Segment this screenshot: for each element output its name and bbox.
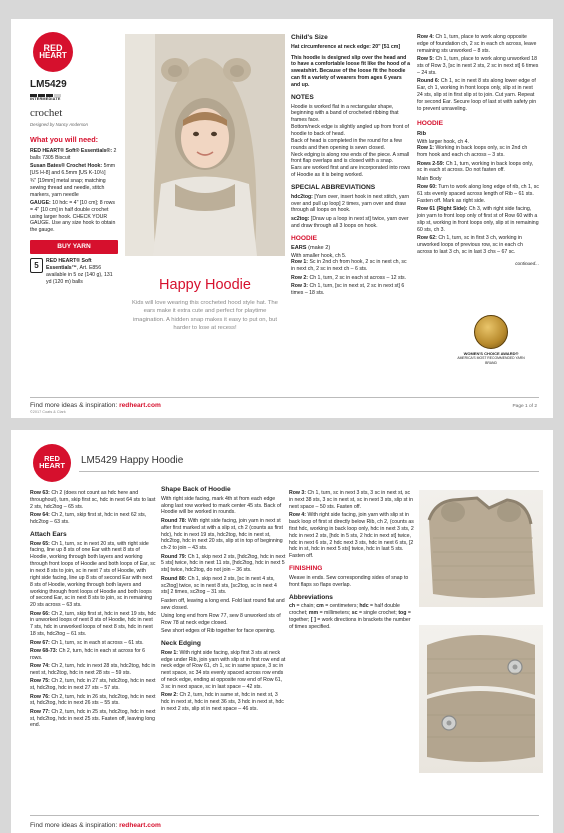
abbreviation-item-label: sc2tog: <box>291 215 310 222</box>
award-text: AMERICA'S MOST RECOMMENDED YARN BRAND <box>457 356 525 365</box>
instruction-row-text: Ch 1, turn, place to work along unworked 18 sts of Row 3, [sc in next 2 sts, 2 sc in next st] 6 times – 24 sts. <box>417 56 539 76</box>
instruction-row-text: With right side facing, skip first 3 sts at neck edge under Rib, join yarn with slip st in first row end at neck edge of Row 61, ch 1, sc in same space, 3 sc in next space, sc 34 sts evenly spaced across row ends of neck edge, ending at opposite row end of Row 61, 3 sc in next space, sc in last space – 42 sts. <box>161 649 286 691</box>
instruction-row-label: Row 4: <box>289 512 307 519</box>
instruction-row-label: Row 76: <box>30 693 50 700</box>
instruction-row-label: Row 61 (Right Side): <box>417 206 468 213</box>
instruction-row <box>291 283 411 297</box>
abbreviation-item-text: = single crochet; <box>357 610 399 617</box>
abbreviation-item-label: sc <box>351 610 358 617</box>
instruction-row-label: Round 6: <box>417 78 440 85</box>
abbreviation-item-label: ch <box>289 603 296 610</box>
abbreviation-item-label: mm <box>308 610 319 617</box>
instruction-row-text: Ch 2, turn, skip first st, hdc in next 62 sts, hdc2tog – 63 sts. <box>30 512 147 525</box>
logo-line-1: RED <box>43 43 63 54</box>
abbreviation-item-text: = work directions in brackets the number of times specified. <box>289 616 411 630</box>
instruction-row-text: Using long end from Row 77, sew 8 unworked sts of Row 78 at neck edge closed. <box>161 612 281 626</box>
abbreviation-item-text: [Yarn over, insert hook in next stitch, yarn over and pull up loop] 2 times, yarn over and draw through all loops on hook. <box>291 193 410 214</box>
red-heart-logo[interactable] <box>33 32 73 72</box>
hoodie-snap-closure-photo <box>419 625 543 773</box>
hoodie-flat-illustration <box>419 490 543 607</box>
notes-list <box>291 104 411 179</box>
finishing-text: Weave in ends. Sew corresponding sides of snap to front flaps so flaps overlap. <box>289 574 409 588</box>
abbreviation-item <box>309 610 352 616</box>
instruction-row-label: Row 74: <box>30 663 50 670</box>
instruction-row-label: Row 63: <box>30 490 50 496</box>
instruction-row <box>291 275 411 282</box>
instruction-row <box>30 709 156 730</box>
instruction-row-label: Row 65: <box>30 540 50 547</box>
abbreviation-item-label: cm <box>316 603 324 610</box>
instruction-row-label: Row 1: <box>161 649 179 656</box>
ears-rows <box>291 259 411 296</box>
abbreviations-heading-2: Abbreviations <box>289 593 333 601</box>
footer-divider <box>30 397 539 398</box>
instruction-row <box>417 56 539 77</box>
abbreviation-item-text: [Draw up a loop in next st] twice, yarn over and draw through all 3 loops on hook. <box>291 215 409 229</box>
instruction-row-label: Row 4: <box>417 34 435 40</box>
material-item-label: Susan Bates® Crochet Hook: <box>30 163 103 170</box>
instructions-column-3 <box>30 490 156 731</box>
instruction-row-text: Ch 1, turn, [sc in next st, 2 sc in next st] 6 times – 18 sts. <box>291 283 405 296</box>
redheart-link[interactable]: redheart.com <box>119 402 161 409</box>
instruction-row-text: Ch 1, turn, place to work along opposite edge of foundation ch, 2 sc in each ch across, leave remaining sts unworked – 8 sts. <box>417 34 537 54</box>
abbreviations-heading: SPECIAL ABBREVIATIONS <box>291 184 376 192</box>
instruction-row <box>289 490 415 511</box>
size-heading: Child's Size <box>291 34 328 41</box>
instruction-row-text: Sc in 2nd ch from hook, 2 sc in next ch, sc in next ch, 2 sc in next ch – 6 sts. <box>291 259 407 273</box>
hoodie-heading-2: HOODIE <box>417 120 444 128</box>
instruction-row-text: Ch 1, turn, sc in next 3 sts, 3 sc in next st, sc in next 38 sts, 3 sc in next st, sc in next 3 sts, slip st in next space – 50 sts. Fasten off. <box>289 490 413 510</box>
craft-label: crochet <box>30 106 63 119</box>
instruction-row-label: Rows 2-59: <box>417 160 445 167</box>
note-item: Ears are worked first and are incorporated into rows of Hoodie as it is being worked. <box>291 165 411 179</box>
instruction-row-label: Row 1: <box>417 145 435 152</box>
material-item-label: GAUGE: <box>30 200 51 207</box>
instruction-row <box>417 34 539 55</box>
instruction-row-text: Ch 1, turn, sc in each st across – 61 sts. <box>49 639 144 646</box>
footer-text: Find more ideas & inspiration: <box>30 402 120 409</box>
instruction-row-text: Ch 2, turn, hdc in 26 sts, hdc2tog, hdc in next st, hdc2tog, hdc in next 26 sts – 55 sts. <box>30 693 156 707</box>
logo-line-2: HEART <box>39 461 65 470</box>
snap-closure-illustration <box>419 625 543 773</box>
footer-text: Find more ideas & inspiration: <box>30 822 120 829</box>
rib-rows <box>417 145 539 255</box>
footer <box>30 822 161 829</box>
designer-credit: Designed by Nancy Anderson <box>30 122 88 128</box>
instruction-row <box>417 176 539 183</box>
instruction-row-text: Ch 1, turn, 2 sc in each st across – 12 sts. <box>308 274 407 281</box>
instruction-row-text: With right side facing, join yarn in next st after first marked st with a slip st, ch 2 (counts as first hdc), hdc in next 19 sts, hdc2tog, hdc in next st, hdc2tog, hdc in next 20 sts, slip st in top of beginning ch-2 to join – 43 sts. <box>161 517 283 552</box>
notes-heading: NOTES <box>291 93 314 101</box>
footer-divider <box>30 815 539 816</box>
instruction-row-label: Round 80: <box>161 575 187 582</box>
materials-list <box>30 148 118 234</box>
material-item-text: 2 balls 7305 Biscuit <box>30 148 117 162</box>
ears-count: (make 2) <box>308 245 331 252</box>
abbreviation-item-text: = centimeters; <box>323 603 360 610</box>
instruction-row-text: Ch 2, turn, hdc in 27 sts, hdc2tog, hdc in next st, hdc2tog, hdc in next 27 sts – 57 sts. <box>30 678 156 692</box>
instruction-row-text: With right side facing, join yarn with slip st in back loop of first st directly below Rib, ch 2, (counts as first hdc, working in back loop only, hdc in next 3 sts, 2 hdc in next 2 sts, [hdc in 5 sts, 2 hdc in next st] twice, hdc in next 6 sts, 2 hdc next 3 sts, hdc in next 6 sts, [2 hdc in st, hdc in next 5 sts] twice, hdc in last 5 sts. Fasten off. <box>289 512 414 560</box>
ears-intro: With smaller hook, ch 5. <box>291 252 347 259</box>
note-item: Neck edging is along row ends of the piece. A small front flap overlaps and is closed with a snap. <box>291 151 410 165</box>
instruction-row-label: Row 2: <box>161 692 179 699</box>
instruction-row <box>417 206 539 233</box>
rows-63-64 <box>30 490 156 526</box>
instruction-row-label: Row 2: <box>291 274 309 281</box>
material-item <box>30 178 118 198</box>
abbreviation-item <box>316 603 359 609</box>
abbreviation-item-text: = millimeters; <box>318 610 352 617</box>
material-item-text: ¾" [19mm] metal snap; matching sewing thread and needle, stitch markers, yarn needle <box>30 178 106 198</box>
note-item: Bottom/neck edge is slightly angled up from front of hoodie to back of head. <box>291 124 409 137</box>
neck-edging-rows <box>161 650 286 713</box>
instruction-row <box>161 576 286 597</box>
materials-column <box>30 74 118 285</box>
instruction-row-label: Round 78: <box>161 517 187 524</box>
instruction-row-text: Ch 3, with right side facing, join yarn to front loop only of first st of Row 60 with a slip st, working in front loops only, slip st in remaining 60 sts, ch 3. <box>417 206 539 233</box>
page-number: Page 1 of 2 <box>512 404 537 409</box>
abbreviation-item-label: tog <box>398 610 407 617</box>
instruction-row-text: Ch 2 (does not count as hdc here and throughout), turn, skip first sc, hdc in next 64 sts to last 2 sts, hdc2tog – 65 sts. <box>30 490 156 510</box>
yarn-weight-icon: 5 <box>30 258 43 273</box>
abbreviation-item <box>291 194 411 215</box>
abbreviation-item <box>291 216 411 230</box>
instruction-row-text: Fasten off, leaving a long end. Fold last round flat and sew closed. <box>161 597 285 611</box>
shape-back-heading: Shape Back of Hoodie <box>161 486 231 493</box>
instruction-row-text: Ch 1, sc in next 8 sts along lower edge of Ear, ch 1, working in front loops only, slip st in next 24 sts, slip st in first slip st to join. Cut yarn. Repeat for second Ear. Secure loop of last st with safety pin to prevent unraveling. <box>417 78 537 112</box>
instruction-row-label: Row 1: <box>291 259 309 266</box>
instruction-row <box>30 490 156 511</box>
ears-title: EARS <box>291 245 307 252</box>
yarn-info <box>30 258 118 285</box>
logo-line-1: RED <box>44 454 60 464</box>
hoodie-heading: HOODIE <box>291 234 318 242</box>
abbreviations-list <box>289 603 415 630</box>
instruction-row-label: Row 3: <box>291 283 309 290</box>
pattern-title: Happy Hoodie <box>159 277 251 293</box>
pattern-number: LM5429 <box>30 79 67 90</box>
abbreviation-item-text: = together; <box>289 610 411 623</box>
logo-line-2: HEART <box>39 51 67 61</box>
size-text <box>291 44 411 51</box>
instruction-row-label: Row 66: <box>30 610 50 617</box>
instruction-row <box>161 628 286 635</box>
award-medal-icon <box>474 315 508 349</box>
special-abbreviations-list <box>291 194 411 230</box>
page-2-title: LM5429 Happy Hoodie <box>81 455 184 466</box>
instruction-row <box>30 648 156 662</box>
note-item: Hoodie is worked flat in a rectangular shape, beginning with a band of crocheted ribbing that frames face. <box>291 103 399 124</box>
instruction-row-label: Row 75: <box>30 678 50 685</box>
abbreviation-item-label: hdc2tog: <box>291 193 313 200</box>
copyright: ©2017 Coats & Clark <box>30 410 66 414</box>
instruction-row <box>161 598 286 612</box>
instruction-row <box>417 235 539 256</box>
instruction-row-text: With right side facing, mark 4th st from each edge along last row worked to mark center 45 sts. Back of Hoodie will be worked in rounds. <box>161 495 282 516</box>
pattern-tagline: Kids will love wearing this crocheted hood style hat. The ears make it extra cute and perfect for playtime imagination. A hidden snap makes it easy to put on, but harder to lose at recess! <box>132 300 278 331</box>
redheart-link[interactable]: redheart.com <box>119 822 161 829</box>
material-item <box>30 148 118 162</box>
ears-heading <box>291 245 411 252</box>
red-heart-logo[interactable] <box>33 444 71 482</box>
instructions-column-5 <box>289 490 415 631</box>
instruction-row-label: Row 64: <box>30 512 50 519</box>
note-item: Back of head is completed in the round for a few rounds and then opening is sewn closed. <box>291 137 403 151</box>
instruction-row-text: Ch 1, turn, working in back loops only, sc in each st across. Do not fasten off. <box>417 160 534 174</box>
instruction-row <box>30 663 156 677</box>
instruction-row-text: Ch 1, skip next 2 sts, [sc in next 4 sts, sc2tog] twice, sc in next 8 sts, [sc2tog, sc in next 4 sts] 2 times, sc2tog – 31 sts. <box>161 575 277 596</box>
instruction-row <box>289 512 415 560</box>
hoodie-flat-photo <box>419 490 543 607</box>
attach-ears-heading: Attach Ears <box>30 530 67 538</box>
finishing-heading: FINISHING <box>289 565 323 573</box>
material-item <box>30 200 118 234</box>
instruction-row-text: Ch 1, skip next 2 sts, [hdc2tog, hdc in next 5 sts] twice, hdc in next 11 sts, [hdc2tog, hdc in next 5 sts] twice, hdc2tog, do not join – 36 sts. <box>161 553 286 574</box>
instruction-row <box>30 640 156 647</box>
instruction-row-text: Ch 2, turn, hdc in same st, hdc in next st, 3 hdc in next st, hdc in next 36 sts, 3 hdc in next st, hdc in next 2 sts, slip st in next space – 46 sts. <box>161 692 284 713</box>
instruction-row <box>161 692 286 713</box>
material-item-text: 10 hdc = 4" [10 cm]; 8 rows = 4" [10 cm] in half double crochet using larger hook. CHECK YOUR GAUGE. Use any size hook to obtain the gauge. <box>30 200 116 234</box>
instruction-row-text: Main Body <box>417 175 442 182</box>
child-hoodie-photo <box>125 34 285 256</box>
instruction-row <box>30 611 156 638</box>
yarn-info-detail: , Art. E856 available in 5 oz (140 g), 131 yd (120 m) balls <box>46 265 113 285</box>
rib-heading: Rib <box>417 131 427 138</box>
yarn-info-text <box>46 258 118 285</box>
instruction-row <box>30 678 156 692</box>
instruction-row-label: Row 77: <box>30 708 50 715</box>
instructions-column-1 <box>291 34 411 298</box>
instruction-row <box>161 518 286 552</box>
buy-yarn-button[interactable]: BUY YARN <box>30 240 118 255</box>
abbreviation-item <box>289 603 316 609</box>
yarn-info-bold: RED HEART® Soft Essentials™ <box>46 258 92 272</box>
size-note-text: This hoodie is designed slip over the head and to have a comfortable loose fit like the hood of a sweatshirt. Because of the loose fit the hoodie can fit a variety of wearers from ages 6 years and up. <box>291 54 411 88</box>
child-hoodie-illustration <box>125 34 285 256</box>
material-item-label: RED HEART® Soft® Essentials®: <box>30 148 113 155</box>
size-text-value: Hat circumference at neck edge: 20" [51 cm] <box>291 43 401 50</box>
rib-intro: With larger hook, ch 4. <box>417 138 469 145</box>
materials-heading: What you will need: <box>30 134 99 144</box>
instruction-row-text: Ch 1, turn, sc in next 20 sts, with right side facing, line up 8 sts of one Ear with next 8 sts of Hoodie, working through both layers and working through front loops of Hoodie and both loops of Ear, sc in next 8 sts to join, sc in next 7 sts of Hoodie, with right side facing, line up 8 sts of second Ear with next 8 sts of Hoodie, working through both layers and working through front loops of Hoodie and both loops of second Ear, sc in next 8 sts to join, sc in remaining 20 sts across – 63 sts. <box>30 540 156 609</box>
abbreviation-item-label: hdc <box>359 603 369 610</box>
ears-rows-continued <box>417 34 539 112</box>
womens-choice-award <box>455 315 527 365</box>
instruction-row <box>417 145 539 159</box>
instruction-row <box>30 694 156 708</box>
instruction-row-text: Ch 2, turn, hdc in each st across for 6 rows. <box>30 647 146 661</box>
instruction-row-label: Row 67: <box>30 639 50 646</box>
material-item-text: 5mm [US H-8] and 6.5mm [US K-10½] <box>30 163 116 177</box>
neck-edging-heading: Neck Edging <box>161 640 201 648</box>
instruction-row <box>161 496 286 517</box>
pattern-page-2 <box>11 430 553 833</box>
instruction-row <box>417 184 539 205</box>
instruction-row <box>30 541 156 610</box>
instruction-row-text: Sew short edges of Rib together for face opening. <box>161 628 276 635</box>
instruction-row <box>291 259 411 273</box>
size-note <box>291 55 411 89</box>
abbreviation-item-text: = chain; <box>295 603 317 610</box>
instruction-row <box>161 650 286 691</box>
instruction-row <box>161 613 286 627</box>
neck-edging-rows-continued <box>289 490 415 560</box>
abbreviation-item-label: [ ] <box>310 616 316 623</box>
instruction-row-label: Round 79: <box>161 553 187 560</box>
instructions-column-4 <box>161 486 286 714</box>
abbreviation-item <box>352 610 399 616</box>
pattern-page-1 <box>11 19 553 418</box>
header-divider <box>79 471 539 472</box>
award-title: WOMEN'S CHOICE AWARD® <box>463 351 519 356</box>
footer <box>30 402 161 409</box>
instruction-row <box>417 161 539 175</box>
instruction-row-label: Row 62: <box>417 235 437 242</box>
instruction-row-label: Row 68-73: <box>30 647 58 654</box>
continued-label: continued... <box>515 260 539 266</box>
instruction-row-text: Turn to work along long edge of rib, ch 1, sc 61 sts evenly spaced across length of Rib – 61 sts. Fasten off. Mark as right side. <box>417 184 539 204</box>
instruction-row-label: Row 3: <box>289 490 307 496</box>
instruction-row-text: Ch 1, turn, sc in first 3 ch, working in unworked loops of previous row, sc in each ch across to last 3 ch, sc in last 3 chs – 67 sc. <box>417 235 523 255</box>
instruction-row-text: Ch 2, turn, hdc in 25 sts, hdc2tog, hdc in next st, hdc2tog, hdc in next 25 sts. Fasten off, leaving long end. <box>30 708 156 729</box>
instruction-row <box>30 512 156 526</box>
attach-ears-rows <box>30 541 156 730</box>
instruction-row-label: Row 60: <box>417 184 437 191</box>
instruction-row <box>161 554 286 575</box>
instruction-row-text: Working in back loops only, sc in 2nd ch from hook and each ch across – 3 sts. <box>417 145 528 159</box>
material-item <box>30 163 118 177</box>
instructions-column-2 <box>417 34 539 267</box>
shape-back-rows <box>161 496 286 635</box>
abbreviation-item-text: = half double crochet; <box>289 603 400 617</box>
instruction-row-text: Ch 2, turn, hdc in next 28 sts, hdc2tog, hdc in next st, hdc2tog, hdc in next 28 sts – 59 sts. <box>30 663 156 676</box>
instruction-row-text: Ch 2, turn, skip first st, hdc in next 19 sts, hdc in unworked loops of next 8 sts of Hoodie, hdc in next 7 sts, hdc in unworked loops of next 8 sts, hdc in next 18 sts, hdc2tog – 61 sts. <box>30 610 156 638</box>
skill-level-label: INTERMEDIATE <box>30 97 61 101</box>
title-block <box>125 259 285 332</box>
instruction-row-label: Row 5: <box>417 56 435 63</box>
instruction-row <box>417 78 539 112</box>
